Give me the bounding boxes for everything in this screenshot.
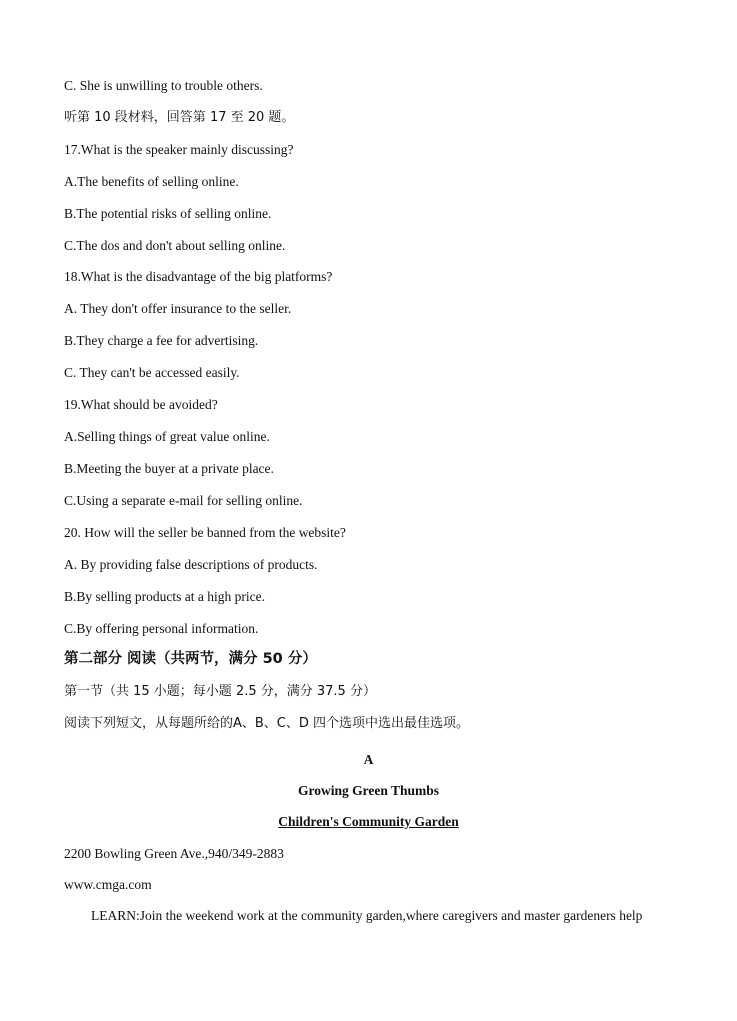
q17-option-a: A.The benefits of selling online. <box>64 174 239 189</box>
q17-option-c: C.The dos and don't about selling online. <box>64 238 286 253</box>
passage-label: A <box>363 752 374 767</box>
question-17: 17.What is the speaker mainly discussing? <box>64 142 294 157</box>
question-18: 18.What is the disadvantage of the big platforms? <box>64 269 333 284</box>
q19-option-a: A.Selling things of great value online. <box>64 429 270 444</box>
q20-option-c: C.By offering personal information. <box>64 621 259 636</box>
q18-option-b: B.They charge a fee for advertising. <box>64 333 259 348</box>
q20-option-a: A. By providing false descriptions of products. <box>64 557 318 572</box>
q19-option-c: C.Using a separate e-mail for selling online. <box>64 493 303 508</box>
question-19: 19.What should be avoided? <box>64 397 218 412</box>
listening-instruction-section-10: 听第 10 段材料，回答第 17 至 20 题。 <box>64 110 295 125</box>
q18-option-c: C. They can't be accessed easily. <box>64 365 240 380</box>
passage-title: Growing Green Thumbs <box>297 783 440 798</box>
website: www.cmga.com <box>64 877 152 892</box>
passage-subtitle: Children's Community Garden <box>278 814 459 829</box>
q19-option-b: B.Meeting the buyer at a private place. <box>64 461 274 476</box>
learn-paragraph: LEARN:Join the weekend work at the community garden,where caregivers and master gardeners help <box>91 908 643 923</box>
q17-option-b: B.The potential risks of selling online. <box>64 206 272 221</box>
question-20: 20. How will the seller be banned from the website? <box>64 525 346 540</box>
q16-option-c: C. She is unwilling to trouble others. <box>64 78 263 93</box>
reading-instruction: 阅读下列短文，从每题所给的A、B、C、D 四个选项中选出最佳选项。 <box>64 716 470 731</box>
q18-option-a: A. They don't offer insurance to the seller. <box>64 301 292 316</box>
address-phone: 2200 Bowling Green Ave.,940/349-2883 <box>64 846 284 861</box>
part-two-reading-heading: 第二部分 阅读（共两节，满分 50 分） <box>64 651 317 667</box>
section-one-heading: 第一节（共 15 小题；每小题 2.5 分，满分 37.5 分） <box>64 684 376 699</box>
q20-option-b: B.By selling products at a high price. <box>64 589 265 604</box>
